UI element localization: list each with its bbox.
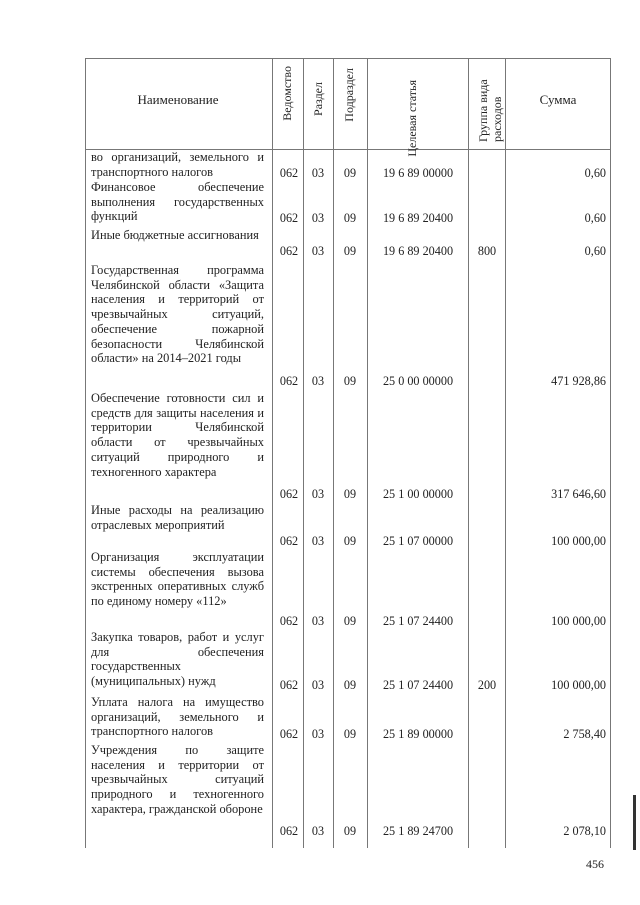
row-podrazdel: 09 — [343, 824, 357, 838]
row-tselevaya-statya: 19 6 89 00000 — [382, 166, 454, 180]
row-tselevaya-statya: 25 1 89 24700 — [382, 824, 454, 838]
row-vedomstvo: 062 — [279, 727, 299, 741]
header-name: Наименование — [137, 92, 219, 107]
row-podrazdel: 09 — [343, 678, 357, 692]
row-name: Финансовое обеспечение выполнения государственных функций — [91, 180, 264, 224]
row-tselevaya-statya: 25 0 00 00000 — [382, 374, 454, 388]
row-summa: 317 646,60 — [551, 487, 606, 501]
row-podrazdel: 09 — [343, 727, 357, 741]
page-number: 456 — [586, 857, 604, 871]
row-razdel: 03 — [311, 374, 325, 388]
row-name: Закупка товаров, работ и услуг для обеспечения государственных (муниципальных) нужд — [91, 630, 264, 689]
row-name: Государственная программа Челябинской области «Защита населения и территорий от чрезвычайных ситуаций, обеспечение пожарной безопасности Челябинской области» на 2014–2021 годы — [91, 263, 264, 366]
row-name: Обеспечение готовности сил и средств для защиты населения и территории Челябинской области от чрезвычайных ситуаций природного и техногенного характера — [91, 391, 264, 479]
row-vedomstvo: 062 — [279, 824, 299, 838]
row-summa: 2 078,10 — [563, 824, 606, 838]
row-vedomstvo: 062 — [279, 678, 299, 692]
row-summa: 100 000,00 — [551, 614, 606, 628]
row-gruppa-vida: 800 — [477, 244, 497, 258]
header-gruppa-vida-rashodov: Группа вида расходов — [476, 79, 504, 142]
row-name: Организация эксплуатации системы обеспечения вызова экстренных оперативных служб по единому номеру «112» — [91, 550, 264, 609]
row-vedomstvo: 062 — [279, 211, 299, 225]
column-border — [333, 58, 334, 848]
row-tselevaya-statya: 19 6 89 20400 — [382, 244, 454, 258]
row-name: Учреждения по защите населения и территории от чрезвычайных ситуаций природного и техногенного характера, гражданской обороне — [91, 743, 264, 816]
row-tselevaya-statya: 25 1 07 24400 — [382, 614, 454, 628]
row-razdel: 03 — [311, 244, 325, 258]
row-name: во организаций, земельного и транспортного налогов — [91, 150, 264, 179]
row-summa: 0,60 — [584, 244, 606, 258]
row-summa: 2 758,40 — [563, 727, 606, 741]
row-razdel: 03 — [311, 614, 325, 628]
row-razdel: 03 — [311, 678, 325, 692]
row-summa: 100 000,00 — [551, 534, 606, 548]
row-podrazdel: 09 — [343, 374, 357, 388]
row-vedomstvo: 062 — [279, 614, 299, 628]
row-razdel: 03 — [311, 211, 325, 225]
row-vedomstvo: 062 — [279, 244, 299, 258]
row-summa: 100 000,00 — [551, 678, 606, 692]
row-tselevaya-statya: 25 1 07 24400 — [382, 678, 454, 692]
header-podrazdel: Подраздел — [342, 68, 356, 122]
row-podrazdel: 09 — [343, 487, 357, 501]
row-vedomstvo: 062 — [279, 166, 299, 180]
row-razdel: 03 — [311, 166, 325, 180]
column-border — [85, 58, 86, 848]
row-razdel: 03 — [311, 727, 325, 741]
row-razdel: 03 — [311, 534, 325, 548]
row-tselevaya-statya: 25 1 07 00000 — [382, 534, 454, 548]
column-border — [367, 58, 368, 848]
row-name: Иные бюджетные ассигнования — [91, 228, 259, 242]
row-gruppa-vida: 200 — [477, 678, 497, 692]
row-razdel: 03 — [311, 824, 325, 838]
table-top-border — [85, 58, 611, 59]
row-name: Уплата налога на имущество организаций, земельного и транспортного налогов — [91, 695, 264, 739]
header-razdel: Раздел — [311, 82, 325, 116]
column-border — [272, 58, 273, 848]
row-summa: 0,60 — [584, 166, 606, 180]
row-tselevaya-statya: 19 6 89 20400 — [382, 211, 454, 225]
header-tselevaya-statya: Целевая статья — [405, 80, 419, 157]
row-podrazdel: 09 — [343, 534, 357, 548]
row-podrazdel: 09 — [343, 166, 357, 180]
row-summa: 0,60 — [584, 211, 606, 225]
column-border — [468, 58, 469, 848]
row-summa: 471 928,86 — [551, 374, 606, 388]
header-vedomstvo: Ведомство — [280, 66, 294, 121]
scan-edge-mark — [633, 795, 636, 850]
row-podrazdel: 09 — [343, 244, 357, 258]
column-border — [610, 58, 611, 848]
row-vedomstvo: 062 — [279, 534, 299, 548]
row-name: Иные расходы на реализацию отраслевых мероприятий — [91, 503, 264, 532]
row-razdel: 03 — [311, 487, 325, 501]
row-vedomstvo: 062 — [279, 487, 299, 501]
row-vedomstvo: 062 — [279, 374, 299, 388]
row-podrazdel: 09 — [343, 614, 357, 628]
header-summa: Сумма — [539, 92, 577, 107]
row-tselevaya-statya: 25 1 00 00000 — [382, 487, 454, 501]
row-podrazdel: 09 — [343, 211, 357, 225]
row-tselevaya-statya: 25 1 89 00000 — [382, 727, 454, 741]
